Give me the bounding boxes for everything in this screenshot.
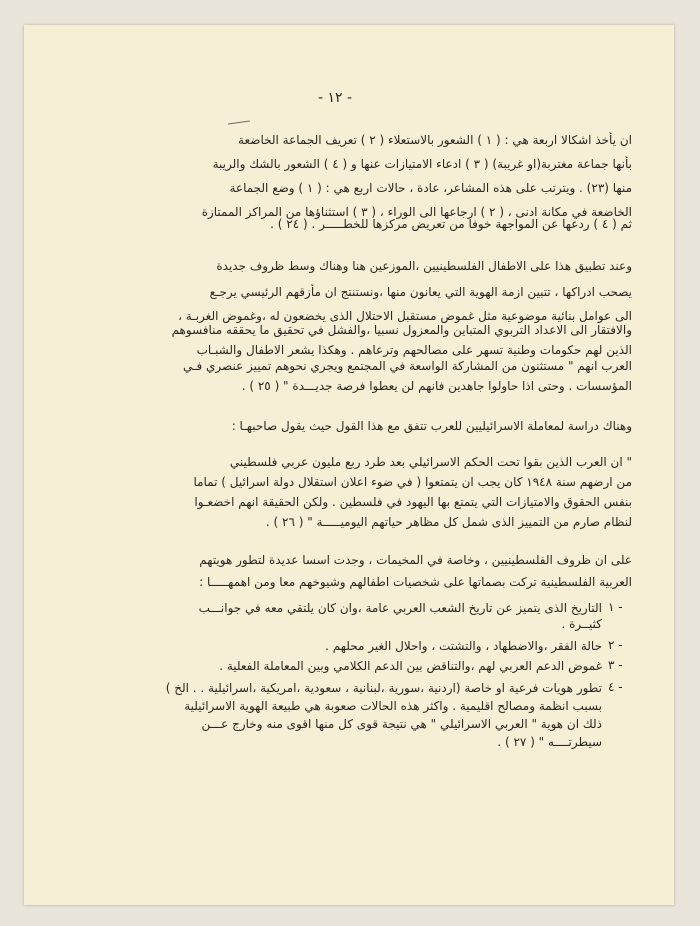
list-number: ٢ -: [608, 638, 623, 652]
list-item-line: سيطرتــــه " ( ٢٧ ) .: [497, 735, 602, 749]
text-line: وعند تطبيق هذا على الاطفال الفلسطينيين ،الموزعين هنا وهناك وسط ظروف جديدة: [216, 259, 632, 273]
text-line: منها (٢٣) . ويترتب على هذه المشاعر، عادة ، حالات اربع هي : ( ١ ) وضع الجماعة: [229, 181, 632, 195]
list-item-line: غموض الدعم العربي لهم ،والتناقض بين الدعم الكلامي وبين المعاملة الفعلية .: [219, 659, 602, 673]
text-line: بنفس الحقوق والامتيازات التي يتمتع بها اليهود في فلسطين . ولكن الحقيقة انهم اخضعـوا: [194, 495, 632, 509]
list-number: ١ -: [608, 600, 623, 614]
text-line: الخاضعة في مكانة ادنى ، ( ٢ ) ارجاعها الى الوراء ، ( ٣ ) استثناؤها من المراكز الممتازة: [201, 205, 632, 219]
text-line: الى عوامل بنائية موضوعية مثل غموض مستقبل الاحتلال الذى يخضعون له ،وغموض الغربـة ،: [178, 309, 632, 323]
text-line: ثم ( ٤ ) ردعها عن المواجهة خوفا من تعريض مركزها للخطـــــر . ( ٢٤ ) .: [270, 217, 632, 231]
text-line: العرب انهم " مستثنون من المشاركة الواسعة في المجتمع ويجري نحوهم تمييز عنصري فـي: [182, 359, 632, 373]
list-number: ٤ -: [608, 680, 623, 694]
text-line: وهناك دراسة لمعاملة الاسرائيليين للعرب تتفق مع هذا القول حيث يقول صاحبهـا :: [231, 419, 632, 433]
list-number: ٣ -: [608, 658, 623, 672]
text-line: على ان ظروف الفلسطينيين ، وخاصة في المخيمات ، وجدت اسسا عديدة لتطور هويتهم: [199, 553, 632, 567]
text-line: يصحب ادراكها ، تتبين ازمة الهوية التي يعانون منها ،ونستنتج ان مأزقهم الرئيسي يرجـع: [209, 285, 632, 299]
text-line: لنظام صارم من التمييز الذى شمل كل مظاهر حياتهم اليوميـــــة " ( ٢٦ ) .: [265, 515, 632, 529]
text-line: بأنها جماعة مغتربة(او غريبة) ( ٣ ) ادعاء الامتيازات عنها و ( ٤ ) الشعور بالشك والريبة: [212, 157, 632, 171]
text-line: ان يأخذ اشكالا اربعة هي : ( ١ ) الشعور بالاستعلاء ( ٢ ) تعريف الجماعة الخاضعة: [238, 133, 632, 147]
list-item-line: التاريخ الذى يتميز عن تاريخ الشعب العربي عامة ،وان كان يلتقي معه في جوانـــب: [198, 601, 602, 615]
text-line: والافتقار الى الاعداد التربوي المتباين والمعزول نسبيا ،والفشل في تحقيق ما يحققه منافسوهم: [171, 323, 632, 337]
list-item-line: حالة الفقر ،والاضطهاد ، والتشتت ، واحلال الغير محلهم .: [325, 639, 602, 653]
page-number: - ١٢ -: [317, 90, 353, 106]
text-line: من ارضهم سنة ١٩٤٨ كان يجب ان يتمتعوا ( في ضوء اعلان استقلال دولة اسرائيل ) تماما: [193, 475, 632, 489]
text-line: المؤسسات . وحتى اذا حاولوا جاهدين فانهم لن يعطوا فرصة جديـــدة " ( ٢٥ ) .: [241, 379, 632, 393]
text-line: الذين لهم حكومات وطنية تسهر على مصالحهم وترعاهم . وهكذا يشعر الاطفال والشبـاب: [196, 343, 632, 357]
list-item-line: تطور هويات فرعية او خاصة (اردنية ،سورية ،لبنانية ، سعودية ،امريكية ،اسرائيلية . . الخ ): [165, 681, 602, 695]
list-item-line: ذلك ان هوية " العربي الاسرائيلي " هي نتيجة قوى كل منها اقوى منه وخارج عـــن: [201, 717, 602, 731]
list-item-line: كثيــرة .: [561, 617, 602, 631]
text-line: " ان العرب الذين بقوا تحت الحكم الاسرائيلي بعد طرد ربع مليون عربي فلسطيني: [229, 455, 632, 469]
list-item-line: بسبب انظمة ومصالح اقليمية . واكثر هذه الحالات صعوبة هي طبيعة الهوية الاسرائيلية: [184, 699, 602, 713]
text-line: العربية الفلسطينية تركت بصماتها على شخصيات اطفالهم وشيوخهم معا ومن اهمهـــــا :: [199, 575, 632, 589]
